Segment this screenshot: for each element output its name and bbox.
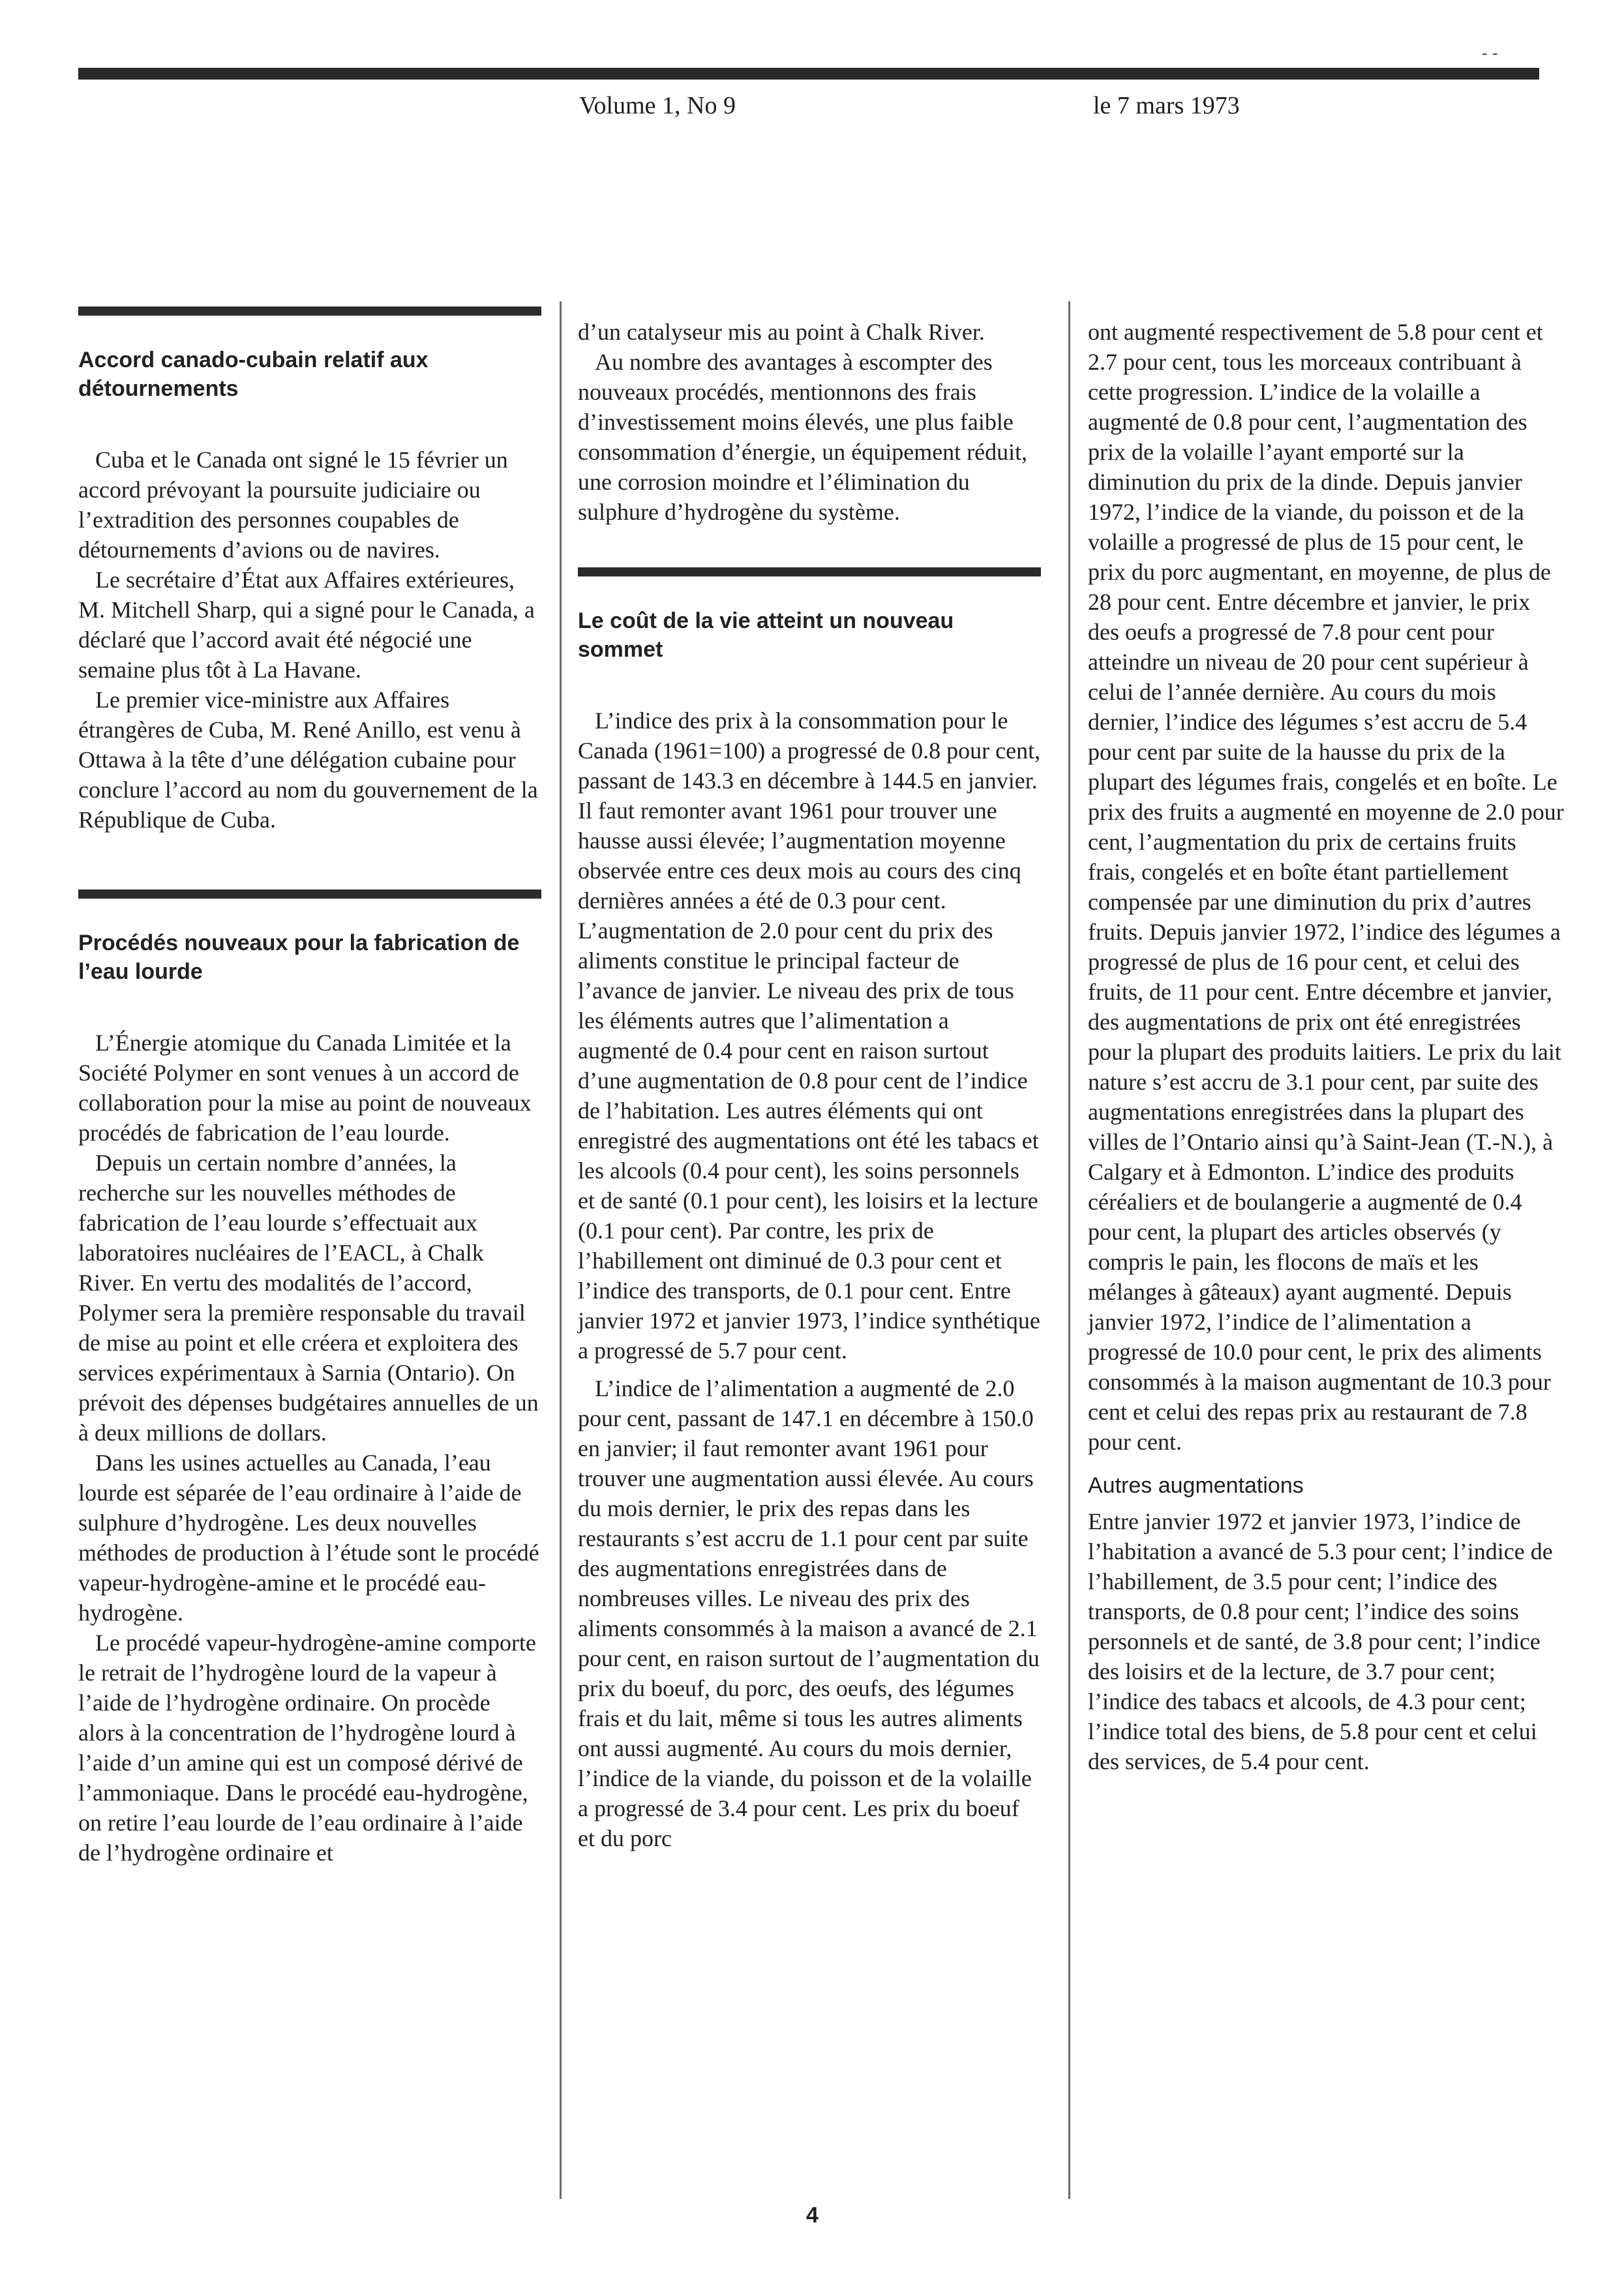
paragraph: Cuba et le Canada ont signé le 15 février un accord prévoyant la poursuite judiciaire ou l’extradition des personnes coupables de détournements d’avions ou de navires. xyxy=(78,447,508,563)
corner-mark: - - xyxy=(1482,43,1498,63)
paragraph: Le secrétaire d’État aux Affaires extérieures, M. Mitchell Sharp, qui a signé pour le Canada, a déclaré que l’accord avait été négocié une semaine plus tôt à La Havane. xyxy=(78,567,535,683)
section-subheading: Autres augmentations xyxy=(1088,1473,1304,1498)
article-rule xyxy=(78,306,541,316)
column-divider xyxy=(560,301,562,2199)
article-title: Accord canado-cubain relatif aux détournements xyxy=(78,348,429,401)
paragraph: d’un catalyseur mis au point à Chalk River. xyxy=(578,319,985,345)
column-right xyxy=(1088,317,1565,1776)
article-rule xyxy=(578,567,1041,576)
column-middle xyxy=(578,317,1041,1853)
paragraph: Le procédé vapeur-hydrogène-amine comporte le retrait de l’hydrogène lourd de la vapeur à l’aide de l’hydrogène ordinaire. On procède alors à la concentration de l’hydrogène lourd à l’aide d’un amine qui est un composé dérivé de l’ammoniaque. Dans le procédé eau-hydrogène, on retire l’eau lourde de l’eau ordinaire à l’aide de l’hydrogène ordinaire et xyxy=(78,1630,536,1866)
paragraph: ont augmenté respectivement de 5.8 pour cent et 2.7 pour cent, tous les morceaux contribuant à cette progression. L’indice de la volaille a augmenté de 0.8 pour cent, l’augmentation des prix de la volaille l’ayant emporté sur la diminution du prix de la dinde. Depuis janvier 1972, l’indice de la viande, du poisson et de la volaille a progressé de plus de 15 pour cent, le prix du porc augmentant, en moyenne, de plus de 28 pour cent. Entre décembre et janvier, le prix des oeufs a progressé de 7.8 pour cent pour atteindre un niveau de 20 pour cent supérieur à celui de l’année dernière. Au cours du mois dernier, l’indice des légumes s’est accru de 5.4 pour cent par suite de la hausse du prix de la plupart des légumes frais, congelés et en boîte. Le prix des fruits a augmenté en moyenne de 2.0 pour cent, l’augmentation du prix de certains fruits frais, congelés et en boîte étant partiellement compensée par une diminution du prix d’autres fruits. Depuis janvier 1972, l’indice des légumes a progressé de plus de 16 pour cent, et celui des fruits, de 11 pour cent. Entre décembre et janvier, des augmentations de prix ont été enregistrées pour la plupart des produits laitiers. Le prix du lait nature s’est accru de 3.1 pour cent, par suite des augmentations enregistrées dans la plupart des villes de l’Ontario ainsi qu’à Saint-Jean (T.-N.), à Calgary et à Edmonton. L’indice des produits céréaliers et de boulangerie a augmenté de 0.4 pour cent, la plupart des articles observés (y compris le pain, les flocons de maïs et les mélanges à gâteaux) ayant augmenté. Depuis janvier 1972, l’indice de l’alimentation a progressé de 10.0 pour cent, le prix des aliments consommés à la maison augmentant de 10.3 pour cent et celui des repas prix au restaurant de 7.8 pour cent. xyxy=(1088,319,1564,1455)
article-title: Le coût de la vie atteint un nouveau sommet xyxy=(578,608,954,662)
page-number: 4 xyxy=(806,2203,819,2228)
top-rule xyxy=(78,68,1539,80)
issue-date: le 7 mars 1973 xyxy=(1093,92,1240,119)
column-divider xyxy=(1068,301,1070,2199)
column-left xyxy=(78,306,541,1868)
paragraph: L’Énergie atomique du Canada Limitée et la Société Polymer en sont venues à un accord de collaboration pour la mise au point de nouveaux procédés de fabrication de l’eau lourde. xyxy=(78,1030,532,1146)
paragraph: L’indice de l’alimentation a augmenté de 2.0 pour cent, passant de 147.1 en décembre à 150.0 en janvier; il faut remonter avant 1961 pour trouver une augmentation aussi élevée. Au cours du mois dernier, le prix des repas dans les restaurants s’est accru de 1.1 pour cent par suite des augmentations enregistrées dans de nombreuses villes. Le niveau des prix des aliments consommés à la maison a avancé de 2.1 pour cent, en raison surtout de l’augmentation du prix du boeuf, du porc, des oeufs, des légumes frais et du lait, même si tous les autres aliments ont aussi augmenté. Au cours du mois dernier, l’indice de la viande, du poisson et de la volaille a progressé de 3.4 pour cent. Les prix du boeuf et du porc xyxy=(578,1375,1040,1851)
paragraph: L’indice des prix à la consommation pour le Canada (1961=100) a progressé de 0.8 pour cent, passant de 143.3 en décembre à 144.5 en janvier. Il faut remonter avant 1961 pour trouver une hausse aussi élevée; l’augmentation moyenne observée entre ces deux mois au cours des cinq dernières années a été de 0.3 pour cent. L’augmentation de 2.0 pour cent du prix des aliments constitue le principal facteur de l’avance de janvier. Le niveau des prix de tous les éléments autres que l’alimentation a augmenté de 0.4 pour cent en raison surtout d’une augmentation de 0.8 pour cent de l’indice de l’habitation. Les autres éléments qui ont enregistré des augmentations ont été les tabacs et les alcools (0.4 pour cent), les soins personnels et de santé (0.1 pour cent), les loisirs et la lecture (0.1 pour cent). Par contre, les prix de l’habillement ont diminué de 0.3 pour cent et l’indice des transports, de 0.1 pour cent. Entre janvier 1972 et janvier 1973, l’indice synthétique a progressé de 5.7 pour cent. xyxy=(578,708,1041,1364)
issue-volume: Volume 1, No 9 xyxy=(579,92,736,119)
paragraph: Au nombre des avantages à escompter des nouveaux procédés, mentionnons des frais d’investissement moins élevés, une plus faible consommation d’énergie, un équipement réduit, une corrosion moindre et l’élimination du sulphure d’hydrogène du système. xyxy=(578,349,1028,525)
paragraph: Dans les usines actuelles au Canada, l’eau lourde est séparée de l’eau ordinaire à l’aide de sulphure d’hydrogène. Les deux nouvelles méthodes de production à l’étude sont le procédé vapeur-hydrogène-amine et le procédé eau-hydrogène. xyxy=(78,1450,539,1626)
article-rule xyxy=(78,889,541,899)
paragraph: Le premier vice-ministre aux Affaires étrangères de Cuba, M. René Anillo, est venu à Ottawa à la tête d’une délégation cubaine pour conclure l’accord au nom du gouvernement de la République de Cuba. xyxy=(78,687,538,833)
paragraph: Entre janvier 1972 et janvier 1973, l’indice de l’habitation a avancé de 5.3 pour cent; l’indice de l’habillement, de 3.5 pour cent; l’indice des transports, de 0.8 pour cent; l’indice des soins personnels et de santé, de 3.8 pour cent; l’indice des loisirs et de la lecture, de 3.7 pour cent; l’indice des tabacs et alcools, de 4.3 pour cent; l’indice total des biens, de 5.8 pour cent et celui des services, de 5.4 pour cent. xyxy=(1088,1508,1553,1774)
paragraph: Depuis un certain nombre d’années, la recherche sur les nouvelles méthodes de fabrication de l’eau lourde s’effectuait aux laboratoires nucléaires de l’EACL, à Chalk River. En vertu des modalités de l’accord, Polymer sera la première responsable du travail de mise au point et elle créera et exploitera des services expérimentaux à Sarnia (Ontario). On prévoit des dépenses budgétaires annuelles de un à deux millions de dollars. xyxy=(78,1150,539,1446)
article-title: Procédés nouveaux pour la fabrication de l’eau lourde xyxy=(78,931,520,984)
